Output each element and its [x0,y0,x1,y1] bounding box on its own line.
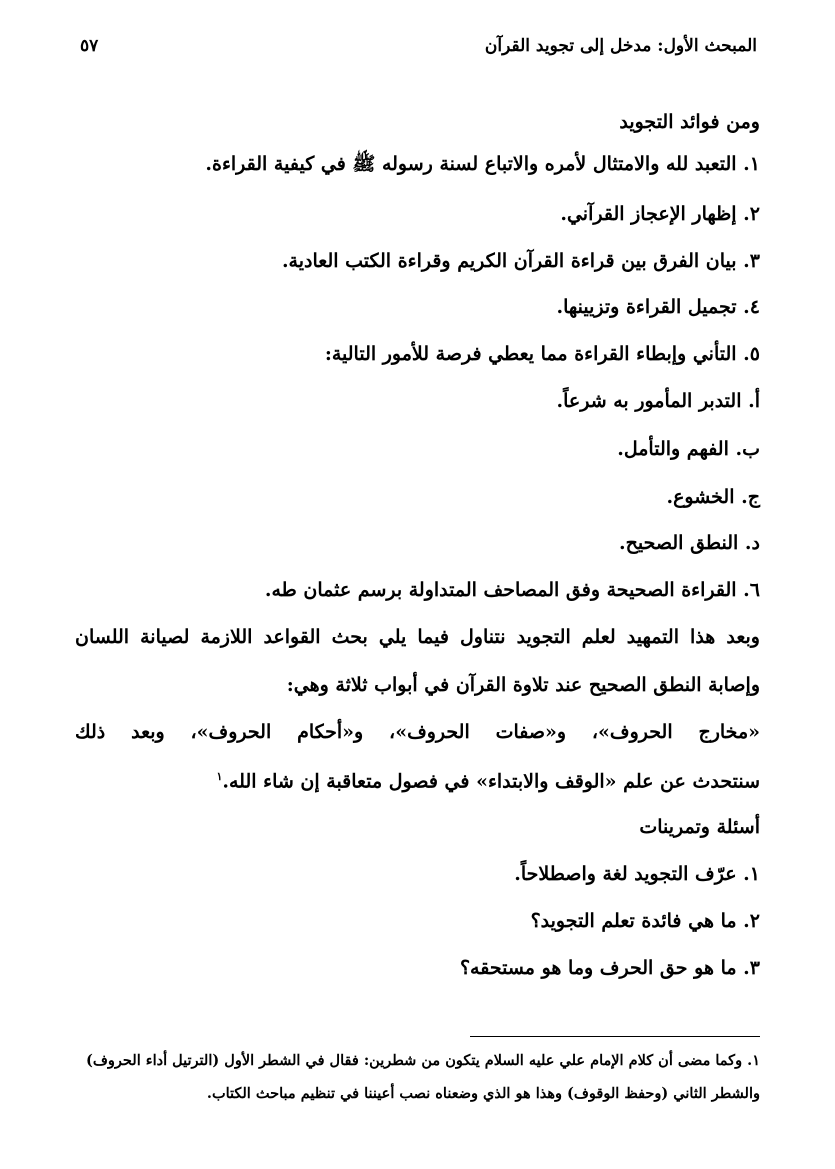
benefit-subitem-b: ب. الفهم والتأمل. [617,438,760,460]
paragraph-line-2: وإصابة النطق الصحيح عند تلاوة القرآن في أبواب ثلاثة وهي: [286,674,760,696]
footnote-line-1: ١. وكما مضى أن كلام الإمام علي عليه السلام يتكون من شطرين: فقال في الشطر الأول (الترتيل أداء الحروف) [86,1052,760,1069]
benefit-item-2: ٢. إظهار الإعجاز القرآني. [560,203,760,225]
benefit-item-5: ٥. التأني وإبطاء القراءة مما يعطي فرصة للأمور التالية: [324,343,760,365]
footnote-reference: ١ [216,770,223,783]
benefit-item-6: ٦. القراءة الصحيحة وفق المصاحف المتداولة برسم عثمان طه. [264,579,760,601]
benefit-item-3: ٣. بيان الفرق بين قراءة القرآن الكريم وقراءة الكتب العادية. [281,250,760,272]
paragraph-line-1: وبعد هذا التمهيد لعلم التجويد نتناول فيما يلي بحث القواعد اللازمة لصيانة اللسان [75,626,760,648]
running-header-title: المبحث الأول: مدخل إلى تجويد القرآن [484,36,757,56]
footnote-line-2: والشطر الثاني (وحفظ الوقوف) وهذا هو الذي وضعناه نصب أعيننا في تنظيم مباحث الكتاب. [206,1085,760,1102]
exercises-heading: أسئلة وتمرينات [639,816,760,838]
benefit-item-4: ٤. تجميل القراءة وتزيينها. [556,296,760,318]
benefit-subitem-c: ج. الخشوع. [666,486,760,508]
footnote-divider [470,1036,760,1037]
benefit-item-1: ١. التعبد لله والامتثال لأمره والاتباع لسنة رسوله ﷺ في كيفية القراءة. [205,153,760,175]
paragraph-line-4-text: سنتحدث عن علم «الوقف والابتداء» في فصول متعاقبة إن شاء الله. [222,770,760,793]
paragraph-line-4 [216,765,760,793]
benefits-heading: ومن فوائد التجويد [619,111,760,133]
page-number: ٥٧ [80,36,99,56]
page-header [80,36,757,66]
exercise-item-1: ١. عرّف التجويد لغة واصطلاحاً. [514,863,760,885]
exercise-item-2: ٢. ما هي فائدة تعلم التجويد؟ [530,910,760,932]
paragraph-line-3: «مخارج الحروف»، و«صفات الحروف»، و«أحكام الحروف»، وبعد ذلك [75,721,760,743]
benefit-subitem-d: د. النطق الصحيح. [619,532,760,554]
exercise-item-3: ٣. ما هو حق الحرف وما هو مستحقه؟ [459,957,760,979]
benefit-subitem-a: أ. التدبر المأمور به شرعاً. [556,390,760,412]
